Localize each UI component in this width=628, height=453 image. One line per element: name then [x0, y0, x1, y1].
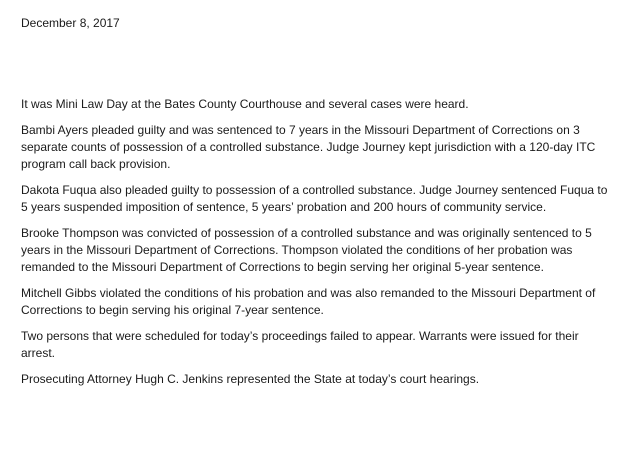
- document-date: December 8, 2017: [21, 16, 120, 30]
- paragraph-brooke-thompson: Brooke Thompson was convicted of possession of a controlled substance and was originally sentenced to 5 years in the Missouri Department of Corrections. Thompson violated the conditions of her probation was remanded to the Missouri Department of Corrections to begin serving her original 5-year sentence.: [21, 226, 592, 274]
- paragraph-mitchell-gibbs: Mitchell Gibbs violated the conditions of his probation and was also remanded to the Missouri Department of Corrections to begin serving his original 7-year sentence.: [21, 286, 596, 317]
- paragraph-dakota-fuqua: Dakota Fuqua also pleaded guilty to possession of a controlled substance. Judge Journey sentenced Fuqua to 5 years suspended imposition of sentence, 5 years’ probation and 200 hours of community service.: [21, 183, 608, 214]
- paragraph-bambi-ayers: Bambi Ayers pleaded guilty and was sentenced to 7 years in the Missouri Department of Corrections on 3 separate counts of possession of a controlled substance. Judge Journey kept jurisdiction with a 120-day ITC program call back provision.: [21, 123, 596, 171]
- document-body: [21, 96, 611, 397]
- paragraph-mini-law-day: It was Mini Law Day at the Bates County Courthouse and several cases were heard.: [21, 97, 469, 111]
- paragraph-failed-to-appear: Two persons that were scheduled for today’s proceedings failed to appear. Warrants were issued for their arrest.: [21, 329, 579, 360]
- paragraph-prosecuting-attorney: Prosecuting Attorney Hugh C. Jenkins represented the State at today’s court hearings.: [21, 372, 480, 386]
